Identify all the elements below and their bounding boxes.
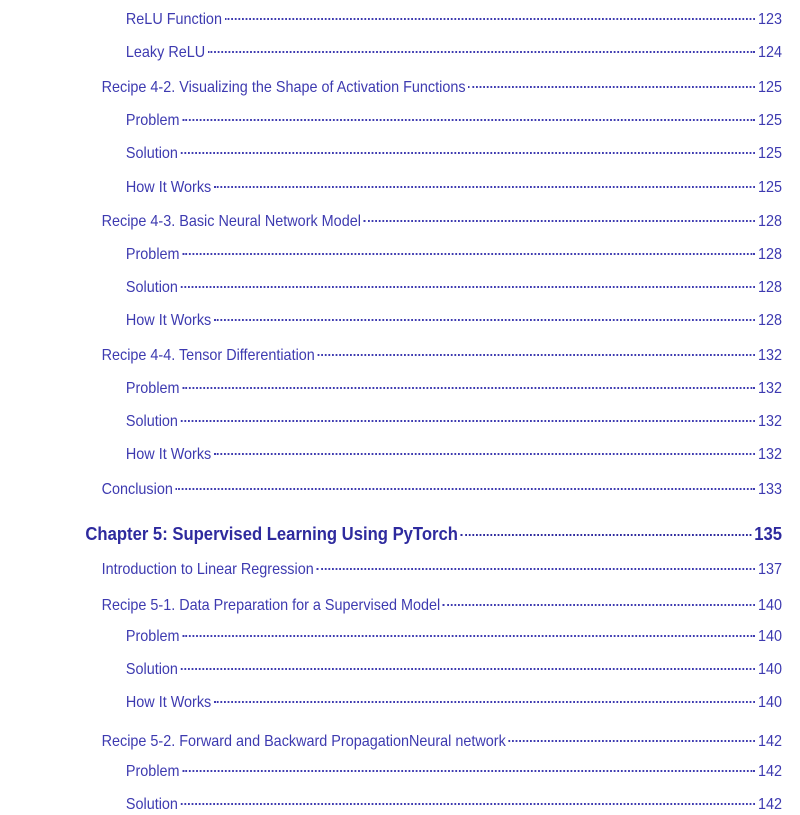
toc-entry-page-number: 125 xyxy=(757,79,782,96)
toc-entry-page-number: 123 xyxy=(757,11,782,28)
dot-leader xyxy=(316,568,755,570)
toc-entry-title: Recipe 4-4. Tensor Differentiation xyxy=(101,347,315,364)
toc-entry-title: Recipe 5-2. Forward and Backward PropagationNeural network xyxy=(101,733,506,750)
toc-entry-page-number: 125 xyxy=(757,112,782,129)
toc-entry-title: Solution xyxy=(125,413,178,430)
toc-entry-title: Conclusion xyxy=(101,481,173,498)
dot-leader xyxy=(317,354,755,356)
toc-entry-page-number: 142 xyxy=(757,733,782,750)
dot-leader xyxy=(181,286,756,288)
dot-leader xyxy=(214,701,755,703)
toc-subsection-entry[interactable] xyxy=(126,412,782,432)
toc-entry-title: Solution xyxy=(125,661,178,678)
toc-section-entry[interactable] xyxy=(102,212,782,232)
toc-entry-title: Problem xyxy=(125,763,180,780)
dot-leader xyxy=(461,534,752,536)
dot-leader xyxy=(509,740,756,742)
toc-subsection-entry[interactable] xyxy=(126,245,782,265)
toc-entry-page-number: 132 xyxy=(757,380,782,397)
toc-entry-title: Introduction to Linear Regression xyxy=(101,561,314,578)
dot-leader xyxy=(225,18,756,20)
toc-subsection-entry[interactable] xyxy=(126,660,782,680)
dot-leader xyxy=(468,86,755,88)
dot-leader xyxy=(182,253,755,255)
dot-leader xyxy=(208,51,755,53)
toc-entry-page-number: 142 xyxy=(757,763,782,780)
toc-entry-title: Problem xyxy=(125,380,180,397)
dot-leader xyxy=(443,604,755,606)
toc-section-entry[interactable] xyxy=(102,596,782,616)
toc-entry-title: Chapter 5: Supervised Learning Using PyTorch xyxy=(85,523,458,544)
toc-entry-title: Recipe 4-3. Basic Neural Network Model xyxy=(101,213,361,230)
toc-entry-page-number: 124 xyxy=(757,44,782,61)
toc-entry-page-number: 133 xyxy=(757,481,782,498)
toc-entry-page-number: 125 xyxy=(757,179,782,196)
toc-entry-page-number: 132 xyxy=(757,413,782,430)
toc-entry-page-number: 132 xyxy=(757,446,782,463)
toc-entry-title: Solution xyxy=(125,145,178,162)
toc-subsection-entry[interactable] xyxy=(126,111,782,131)
toc-subsection-entry[interactable] xyxy=(126,762,782,782)
dot-leader xyxy=(364,220,756,222)
toc-entry-title: Recipe 4-2. Visualizing the Shape of Activation Functions xyxy=(101,79,466,96)
toc-section-entry[interactable] xyxy=(102,732,782,752)
toc-subsection-entry[interactable] xyxy=(126,445,782,465)
toc-section-entry[interactable] xyxy=(102,78,782,98)
toc-entry-page-number: 125 xyxy=(757,145,782,162)
dot-leader xyxy=(181,420,756,422)
toc-entry-page-number: 137 xyxy=(757,561,782,578)
toc-entry-page-number: 128 xyxy=(757,312,782,329)
toc-entry-title: Solution xyxy=(125,796,178,813)
toc-subsection-entry[interactable] xyxy=(126,10,782,30)
toc-section-entry[interactable] xyxy=(102,480,782,500)
dot-leader xyxy=(182,387,755,389)
toc-subsection-entry[interactable] xyxy=(126,278,782,298)
dot-leader xyxy=(182,119,755,121)
toc-entry-page-number: 140 xyxy=(757,661,782,678)
toc-entry-page-number: 142 xyxy=(757,796,782,813)
toc-subsection-entry[interactable] xyxy=(126,693,782,713)
toc-subsection-entry[interactable] xyxy=(126,43,782,63)
toc-entry-title: Problem xyxy=(125,112,180,129)
toc-entry-page-number: 128 xyxy=(757,246,782,263)
dot-leader xyxy=(181,803,756,805)
dot-leader xyxy=(214,186,755,188)
toc-subsection-entry[interactable] xyxy=(126,144,782,164)
dot-leader xyxy=(182,770,755,772)
toc-entry-title: Solution xyxy=(125,279,178,296)
toc-entry-title: Problem xyxy=(125,246,180,263)
dot-leader xyxy=(214,453,755,455)
toc-section-entry[interactable] xyxy=(102,346,782,366)
toc-entry-page-number: 140 xyxy=(757,694,782,711)
dot-leader xyxy=(176,488,756,490)
toc-entry-title: ReLU Function xyxy=(125,11,222,28)
toc-entry-page-number: 140 xyxy=(757,597,782,614)
toc-entry-title: Recipe 5-1. Data Preparation for a Supervised Model xyxy=(101,597,441,614)
toc-entry-title: How It Works xyxy=(125,694,212,711)
toc-entry-title: How It Works xyxy=(125,446,212,463)
toc-section-entry[interactable] xyxy=(102,560,782,580)
dot-leader xyxy=(214,319,755,321)
toc-entry-page-number: 140 xyxy=(757,628,782,645)
toc-entry-page-number: 128 xyxy=(757,279,782,296)
toc-entry-title: How It Works xyxy=(125,312,212,329)
toc-entry-title: How It Works xyxy=(125,179,212,196)
toc-entry-page-number: 132 xyxy=(757,347,782,364)
toc-chapter-entry[interactable] xyxy=(85,524,782,544)
toc-entry-page-number: 128 xyxy=(757,213,782,230)
toc-subsection-entry[interactable] xyxy=(126,795,782,815)
toc-entry-page-number: 135 xyxy=(754,523,782,544)
toc-subsection-entry[interactable] xyxy=(126,627,782,647)
toc-subsection-entry[interactable] xyxy=(126,379,782,399)
toc-entry-title: Leaky ReLU xyxy=(125,44,206,61)
toc-subsection-entry[interactable] xyxy=(126,178,782,198)
toc-entry-title: Problem xyxy=(125,628,180,645)
toc-subsection-entry[interactable] xyxy=(126,311,782,331)
dot-leader xyxy=(181,668,756,670)
dot-leader xyxy=(182,635,755,637)
dot-leader xyxy=(181,152,756,154)
